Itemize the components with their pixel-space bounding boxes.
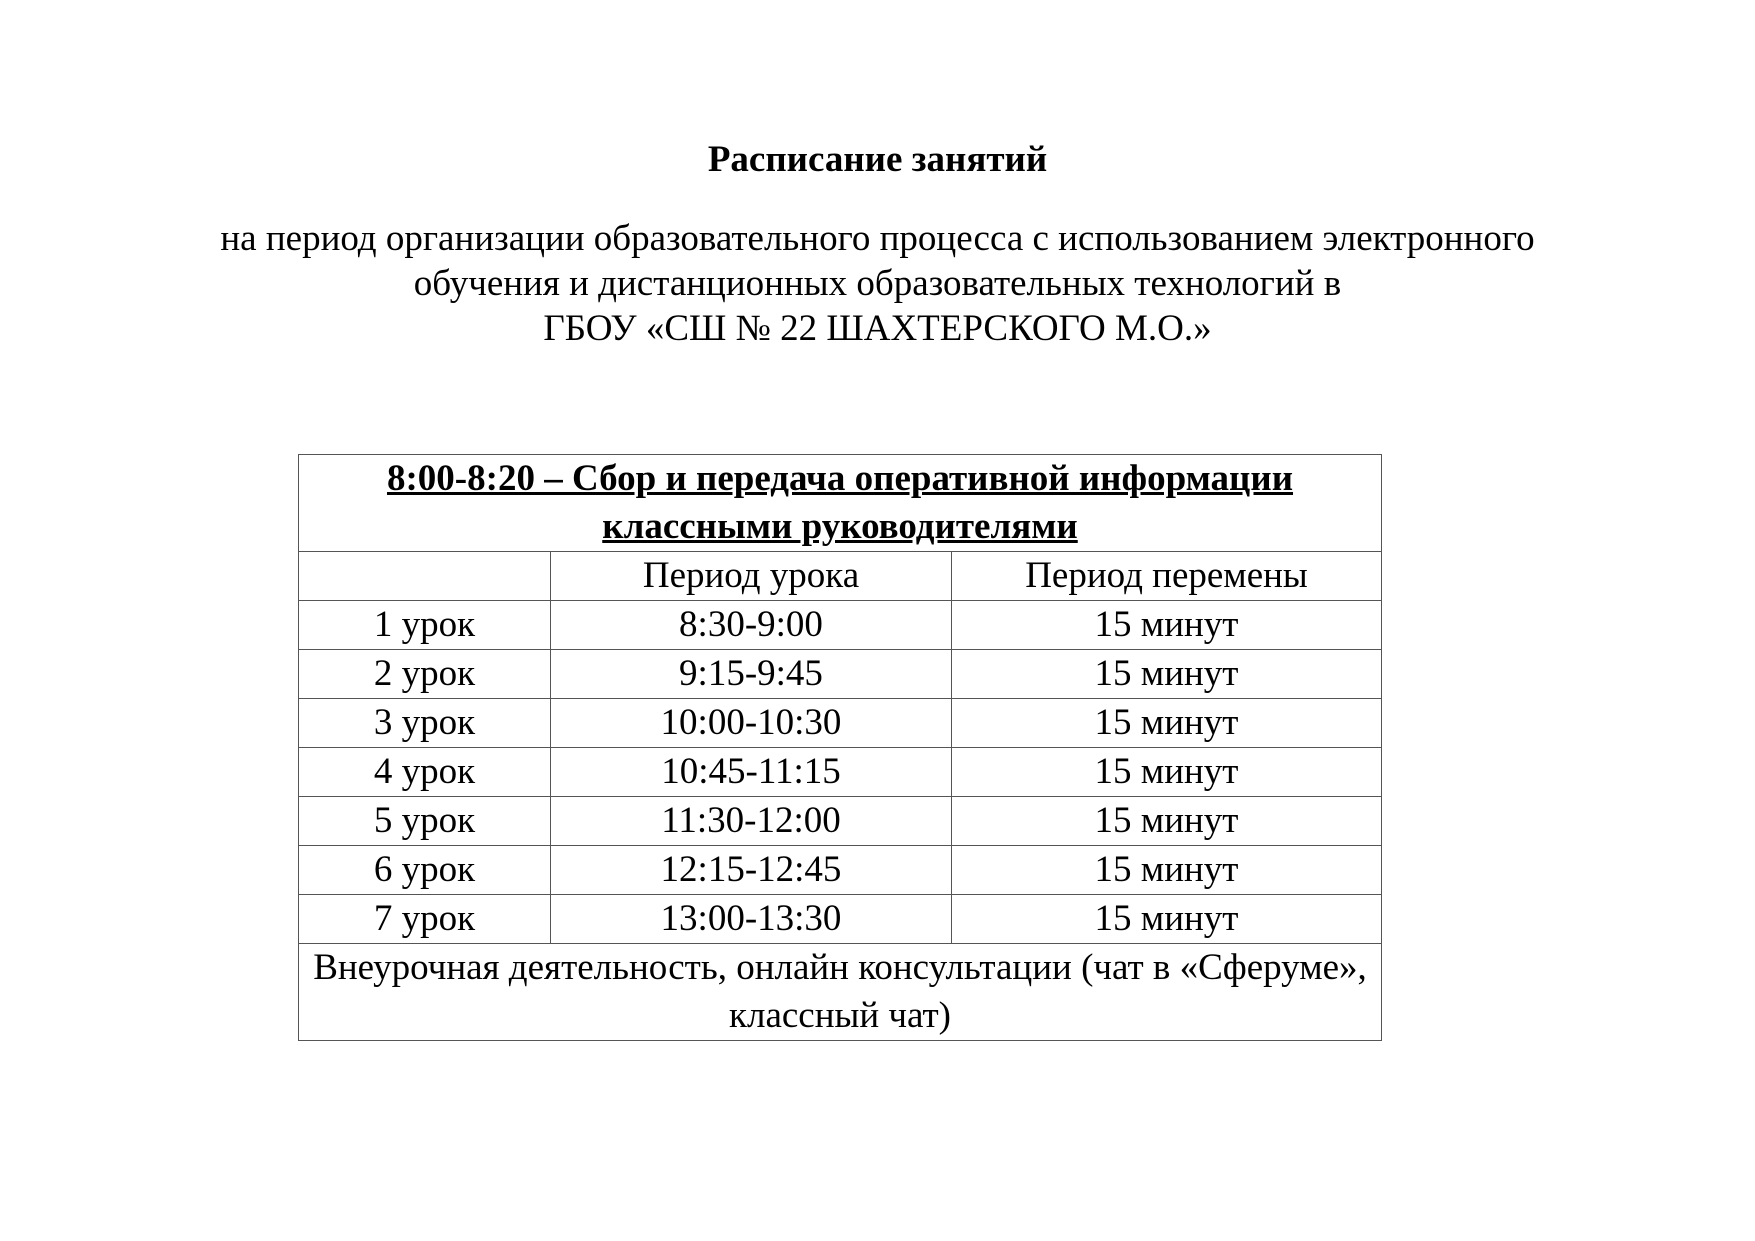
lesson-number: 2 урок [299, 650, 551, 699]
morning-info-note: 8:00-8:20 – Сбор и передача оперативной информации классными руководителями [299, 455, 1382, 552]
subtitle-line: обучения и дистанционных образовательных технологий в [413, 263, 1342, 304]
column-header-lesson-period: Период урока [551, 552, 952, 601]
break-duration: 15 минут [952, 601, 1382, 650]
break-duration: 15 минут [952, 748, 1382, 797]
lesson-time: 9:15-9:45 [551, 650, 952, 699]
lesson-time: 11:30-12:00 [551, 797, 952, 846]
lesson-number: 4 урок [299, 748, 551, 797]
break-duration: 15 минут [952, 650, 1382, 699]
table-row [299, 748, 1382, 797]
lesson-time: 8:30-9:00 [551, 601, 952, 650]
table-row [299, 650, 1382, 699]
table-row [299, 895, 1382, 944]
schedule-table [298, 454, 1382, 1041]
lesson-number: 5 урок [299, 797, 551, 846]
page-subtitle [0, 216, 1755, 351]
lesson-number: 3 урок [299, 699, 551, 748]
extracurricular-note: Внеурочная деятельность, онлайн консультации (чат в «Сферуме», классный чат) [299, 944, 1382, 1041]
table-header-note-row [299, 455, 1382, 552]
lesson-time: 12:15-12:45 [551, 846, 952, 895]
subtitle-line: ГБОУ «СШ № 22 ШАХТЕРСКОГО М.О.» [543, 308, 1212, 349]
lesson-time: 10:45-11:15 [551, 748, 952, 797]
page-title: Расписание занятий [707, 139, 1048, 180]
break-duration: 15 минут [952, 846, 1382, 895]
lesson-number: 7 урок [299, 895, 551, 944]
lesson-number: 6 урок [299, 846, 551, 895]
table-row [299, 846, 1382, 895]
column-header-empty [299, 552, 551, 601]
lesson-number: 1 урок [299, 601, 551, 650]
subtitle-line: на период организации образовательного процесса с использованием электронного [220, 218, 1535, 259]
table-row [299, 797, 1382, 846]
table-column-header-row [299, 552, 1382, 601]
column-header-break-period: Период перемены [952, 552, 1382, 601]
break-duration: 15 минут [952, 797, 1382, 846]
table-row [299, 699, 1382, 748]
break-duration: 15 минут [952, 699, 1382, 748]
table-row [299, 601, 1382, 650]
break-duration: 15 минут [952, 895, 1382, 944]
lesson-time: 13:00-13:30 [551, 895, 952, 944]
table-footer-row [299, 944, 1382, 1041]
lesson-time: 10:00-10:30 [551, 699, 952, 748]
